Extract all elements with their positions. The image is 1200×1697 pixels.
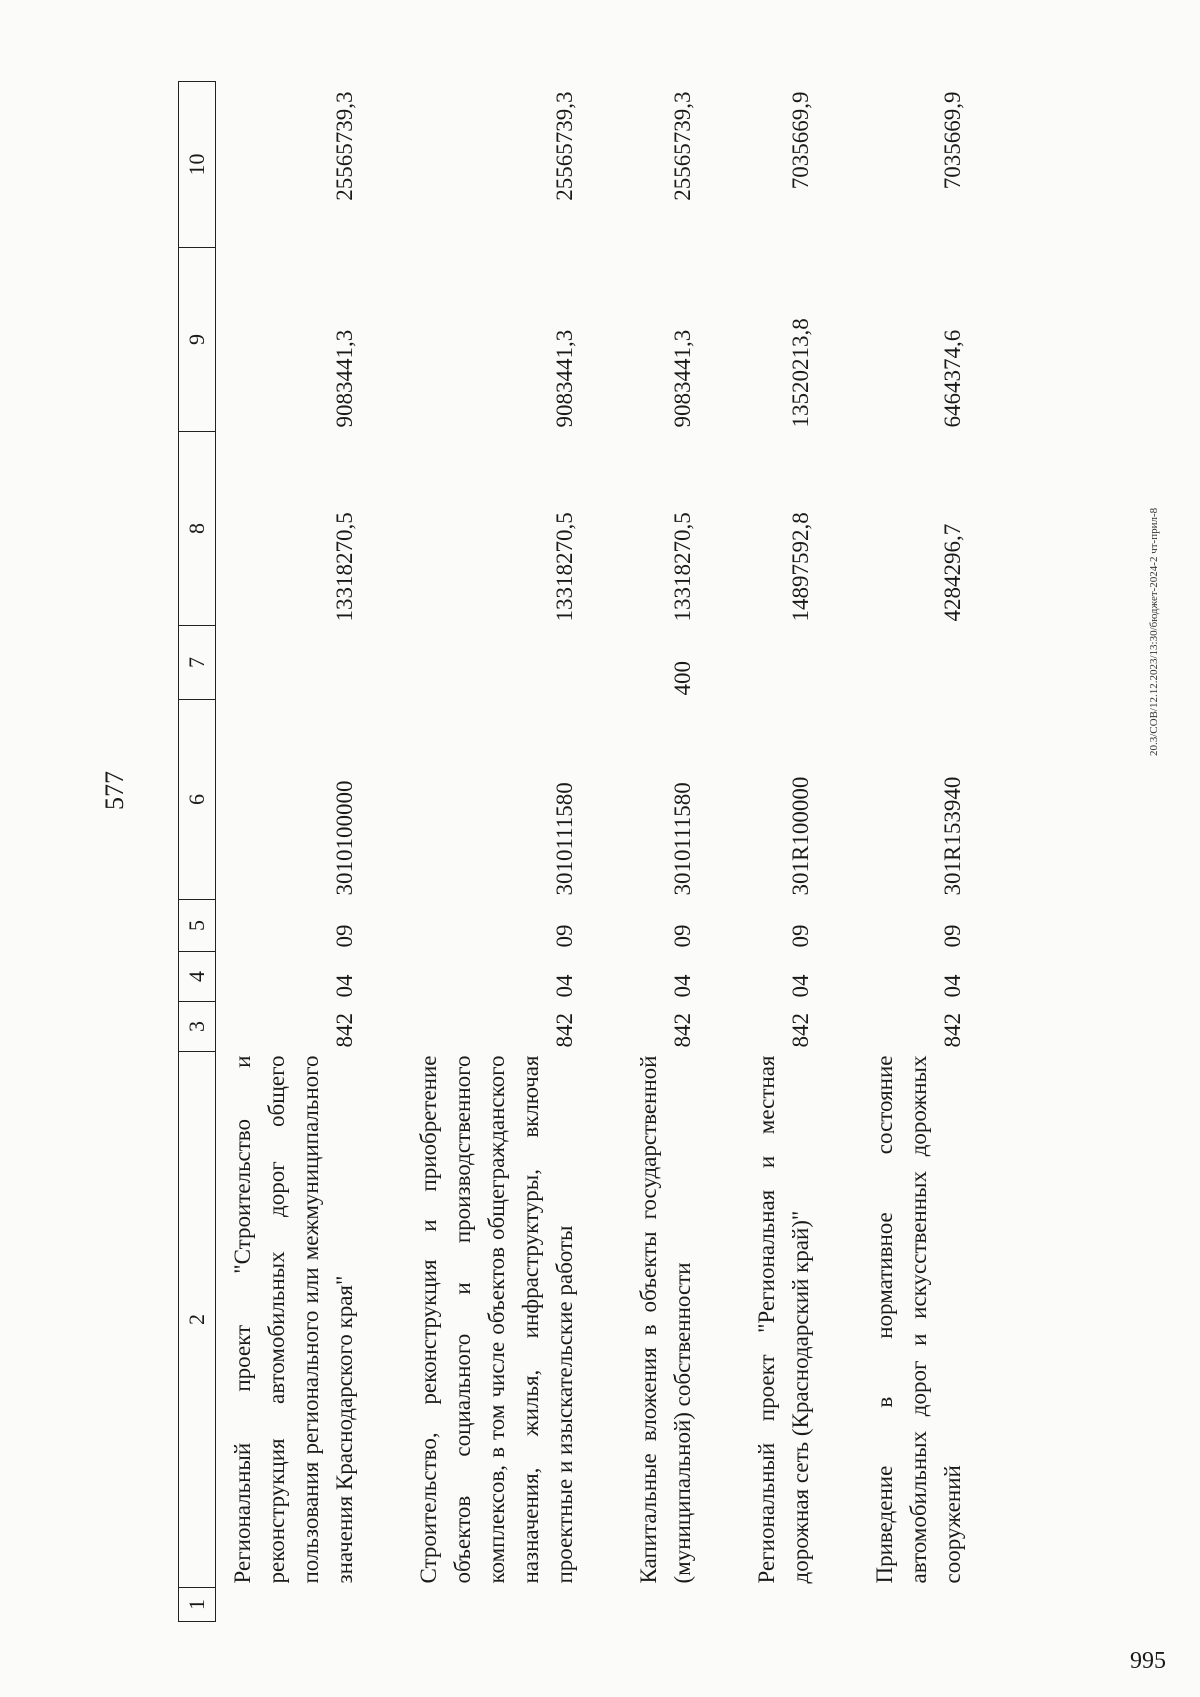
- amount-2025: 6464374,6: [940, 329, 965, 428]
- row-index-cell: [740, 1588, 822, 1622]
- subsection-code: 09: [670, 924, 695, 948]
- target-article: 3010111580: [670, 782, 695, 896]
- section-code: 04: [788, 974, 813, 998]
- amount-2024: 13318270,5: [332, 512, 357, 622]
- target-article: 3010111580: [552, 782, 577, 896]
- budget-table-rotated: [178, 82, 1028, 1622]
- row-index-cell: [858, 1588, 974, 1622]
- amount-2025: 13520213,8: [788, 318, 813, 428]
- row-description: Приведение в нормативное состояние автомобильных дорог и искусственных дорожных сооружений: [872, 1055, 965, 1584]
- row-index-cell: [216, 1588, 367, 1622]
- row-description: Капитальные вложения в объекты государственной (муниципальной) собственности: [636, 1055, 695, 1584]
- row-description: Региональный проект "Региональная и местная дорожная сеть (Краснодарский край)": [754, 1055, 813, 1584]
- table-row: [402, 82, 586, 1622]
- budget-table: [178, 81, 974, 1622]
- page-number: 577: [100, 771, 129, 810]
- table-row: [622, 82, 704, 1622]
- table-header-row: [179, 82, 216, 1622]
- column-header: 2: [179, 1052, 216, 1588]
- admin-code: 842: [332, 1013, 357, 1048]
- expense-type: 400: [670, 661, 695, 696]
- amount-2025: 9083441,3: [552, 329, 577, 428]
- column-header: 3: [179, 1002, 216, 1052]
- subsection-code: 09: [552, 924, 577, 948]
- subsection-code: 09: [788, 924, 813, 948]
- amount-2024: 14897592,8: [788, 512, 813, 622]
- column-header: 1: [179, 1588, 216, 1622]
- document-footer-code: 20.3/СОВ/12.12.2023/13:30/бюджет-2024-2 чт-прил-8: [1148, 507, 1160, 756]
- row-index-cell: [622, 1588, 704, 1622]
- target-article: 301R153940: [940, 776, 965, 896]
- row-description: Региональный проект "Строительство и реконструкция автомобильных дорог общего пользования регионального или межмуниципального значения Краснодарского края": [230, 1055, 357, 1584]
- column-header: 5: [179, 900, 216, 952]
- section-code: 04: [332, 974, 357, 998]
- column-header: 9: [179, 248, 216, 432]
- amount-2026: 25565739,3: [670, 91, 695, 201]
- expense-type: [858, 626, 974, 700]
- admin-code: 842: [552, 1013, 577, 1048]
- subsection-code: 09: [332, 924, 357, 948]
- table-row: [858, 82, 974, 1622]
- amount-2026: 25565739,3: [552, 91, 577, 201]
- table-row: [740, 82, 822, 1622]
- amount-2026: 7035669,9: [788, 91, 813, 190]
- expense-type: [402, 626, 586, 700]
- sheet-number: 995: [1130, 1648, 1166, 1674]
- amount-2024: 13318270,5: [670, 512, 695, 622]
- expense-type: [216, 626, 367, 700]
- target-article: 301R100000: [788, 776, 813, 896]
- row-index-cell: [402, 1588, 586, 1622]
- admin-code: 842: [670, 1013, 695, 1048]
- expense-type: [740, 626, 822, 700]
- amount-2026: 7035669,9: [940, 91, 965, 190]
- target-article: 3010100000: [332, 780, 357, 896]
- section-code: 04: [670, 974, 695, 998]
- section-code: 04: [552, 974, 577, 998]
- column-header: 6: [179, 700, 216, 900]
- section-code: 04: [940, 974, 965, 998]
- amount-2026: 25565739,3: [332, 91, 357, 201]
- amount-2024: 13318270,5: [552, 512, 577, 622]
- column-header: 10: [179, 82, 216, 248]
- subsection-code: 09: [940, 924, 965, 948]
- amount-2025: 9083441,3: [670, 329, 695, 428]
- column-header: 4: [179, 952, 216, 1002]
- amount-2025: 9083441,3: [332, 329, 357, 428]
- column-header: 7: [179, 626, 216, 700]
- admin-code: 842: [788, 1013, 813, 1048]
- row-description: Строительство, реконструкция и приобретение объектов социального и производственного комплексов, в том числе объектов общегражданского назначения, жилья, инфраструктуры, включая проектные и изыскательские работы: [416, 1055, 577, 1584]
- column-header: 8: [179, 432, 216, 626]
- admin-code: 842: [940, 1013, 965, 1048]
- table-row: [216, 82, 367, 1622]
- amount-2024: 4284296,7: [940, 523, 965, 622]
